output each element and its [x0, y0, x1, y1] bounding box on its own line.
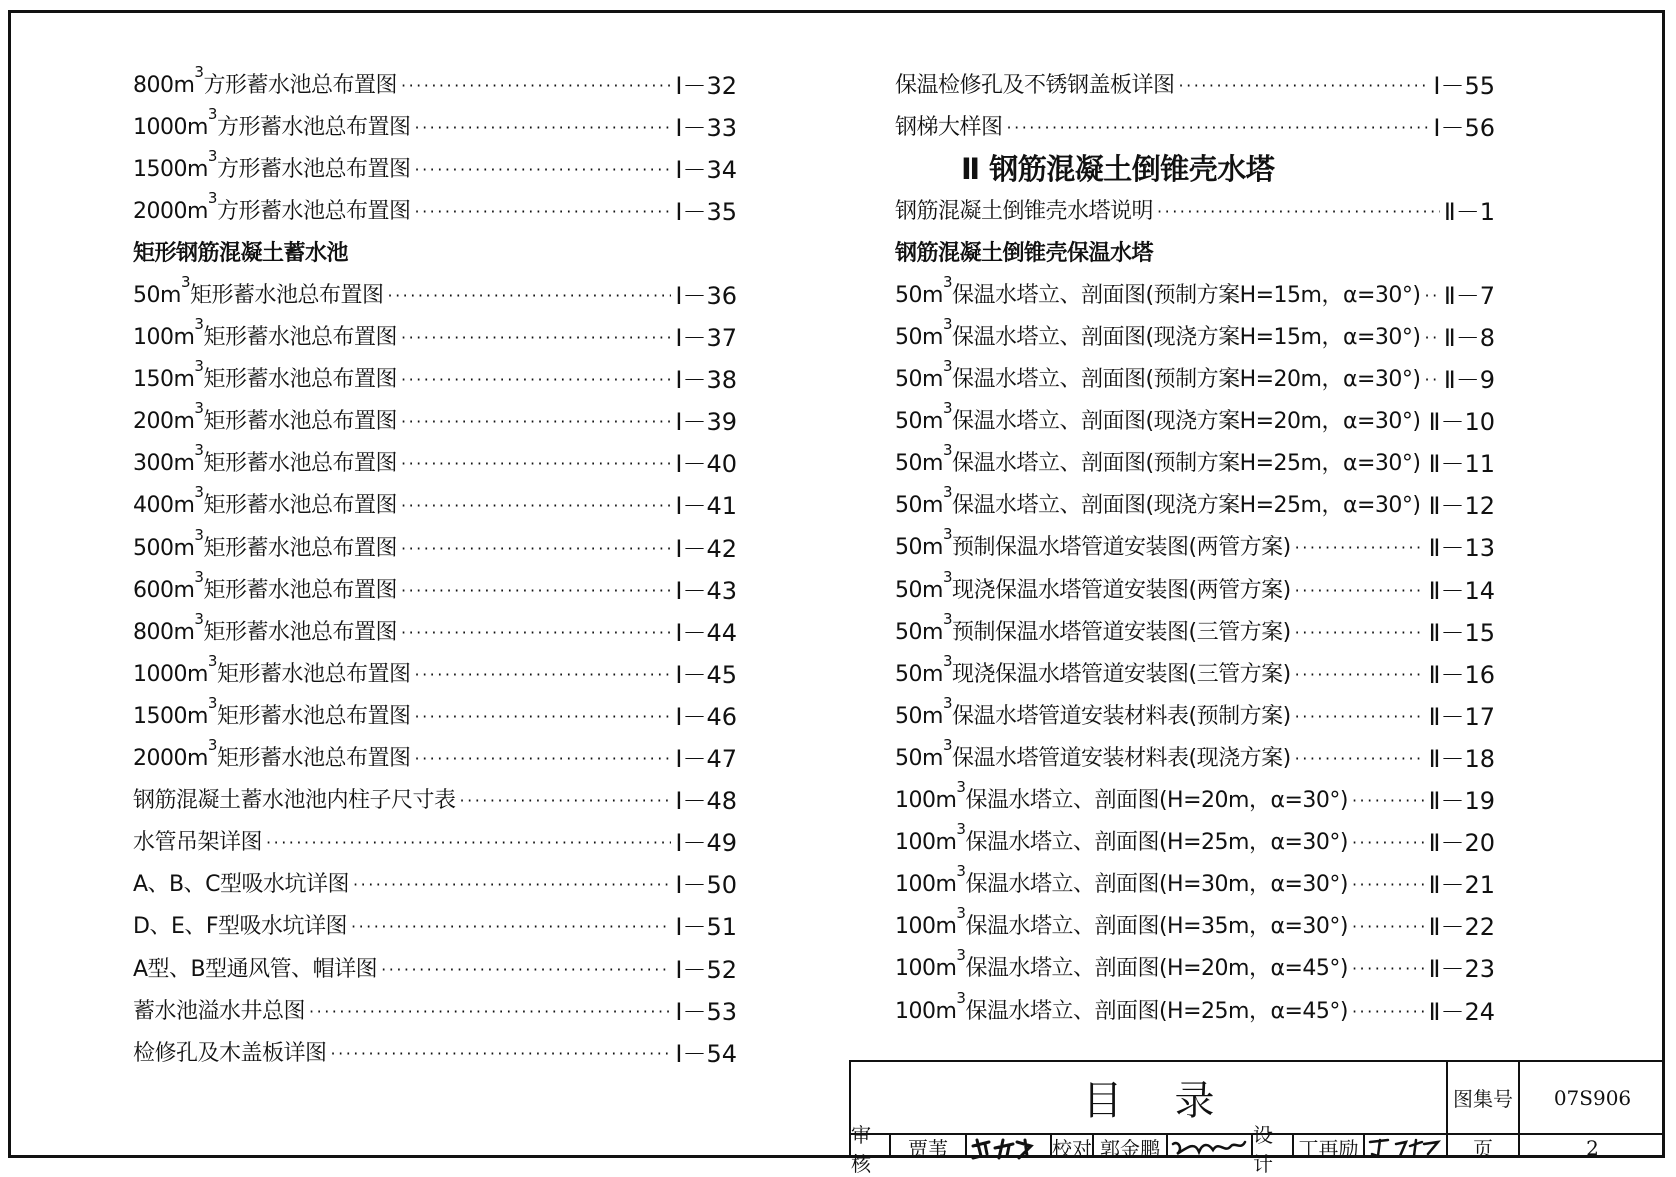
toc-entry-title: 矩形钢筋混凝土蓄水池 — [133, 236, 348, 267]
toc-left-column — [133, 62, 737, 1072]
toc-entry-title: $50m^3$保温水塔立、剖面图(现浇方案H=20m，α=30°) — [895, 404, 1420, 435]
atlas-label: 图集号 — [1448, 1062, 1518, 1133]
page-number: 2 — [1520, 1135, 1665, 1160]
toc-entry — [895, 441, 1495, 483]
toc-entry-title: $50m^3$保温水塔管道安装材料表(现浇方案) — [895, 741, 1291, 772]
toc-entry-title: $100m^3$保温水塔立、剖面图(H=25m，α=45°) — [895, 994, 1348, 1025]
toc-leader-dots — [1295, 581, 1425, 600]
designer-signature — [1366, 1136, 1444, 1160]
toc-entry-page: Ⅱ－23 — [1429, 949, 1495, 984]
toc-entry-title: $800m^3$方形蓄水池总布置图 — [133, 68, 397, 99]
toc-entry-title: $1500m^3$方形蓄水池总布置图 — [133, 152, 410, 183]
toc-leader-dots — [401, 539, 671, 558]
toc-leader-dots — [1352, 791, 1425, 810]
toc-leader-dots — [414, 749, 671, 768]
toc-entry-title: $100m^3$保温水塔立、剖面图(H=30m，α=30°) — [895, 867, 1348, 898]
toc-entry — [133, 357, 737, 399]
toc-leader-dots — [1295, 538, 1425, 557]
toc-entry — [133, 104, 737, 146]
toc-entry-title: 水管吊架详图 — [133, 825, 262, 856]
toc-entry — [895, 188, 1495, 230]
toc-entry-page: Ⅱ－12 — [1429, 486, 1495, 521]
toc-entry-page: Ⅰ－36 — [675, 276, 737, 311]
toc-entry-title: Ⅱ 钢筋混凝土倒锥壳水塔 — [961, 147, 1274, 188]
toc-entry-page: Ⅱ－8 — [1444, 318, 1495, 353]
toc-leader-dots — [353, 875, 671, 894]
toc-entry-title: $1500m^3$矩形蓄水池总布置图 — [133, 699, 410, 730]
toc-entry-title: $100m^3$保温水塔立、剖面图(H=25m，α=30°) — [895, 825, 1348, 856]
toc-entry — [133, 609, 737, 651]
title-block — [849, 1060, 1665, 1158]
toc-entry — [133, 525, 737, 567]
checker-name: 郭金鹏 — [1094, 1135, 1166, 1160]
toc-entry — [133, 441, 737, 483]
toc-leader-dots — [266, 833, 671, 852]
toc-entry-title: $50m^3$保温水塔立、剖面图(预制方案H=25m，α=30°) — [895, 446, 1420, 477]
toc-entry-page: Ⅰ－33 — [675, 108, 737, 143]
toc-leader-dots — [1352, 917, 1425, 936]
toc-entry — [133, 904, 737, 946]
check-label: 校对 — [1052, 1135, 1092, 1160]
toc-entry — [133, 315, 737, 357]
toc-entry — [133, 862, 737, 904]
toc-entry — [895, 862, 1495, 904]
chapter-title — [895, 146, 1495, 188]
toc-leader-dots — [401, 412, 671, 431]
toc-leader-dots — [1424, 328, 1439, 347]
toc-entry-title: $50m^3$保温水塔立、剖面图(现浇方案H=15m，α=30°) — [895, 320, 1420, 351]
toc-entry-title: $50m^3$现浇保温水塔管道安装图(三管方案) — [895, 657, 1291, 688]
toc-entry — [133, 62, 737, 104]
toc-leader-dots — [309, 1002, 671, 1021]
toc-entry-title: $600m^3$矩形蓄水池总布置图 — [133, 573, 397, 604]
toc-entry — [133, 736, 737, 778]
design-label: 设计 — [1253, 1135, 1292, 1160]
toc-leader-dots — [1295, 749, 1425, 768]
toc-entry-title: 钢筋混凝土倒锥壳保温水塔 — [895, 236, 1153, 267]
toc-entry — [895, 778, 1495, 820]
toc-entry — [895, 567, 1495, 609]
toc-leader-dots — [460, 791, 672, 810]
toc-entry-page: Ⅱ－9 — [1444, 360, 1495, 395]
title-block-vline — [1363, 1133, 1365, 1158]
toc-entry — [895, 820, 1495, 862]
toc-entry — [133, 146, 737, 188]
title-block-vline — [965, 1133, 967, 1158]
toc-leader-dots — [351, 917, 671, 936]
toc-entry-page: Ⅰ－34 — [675, 150, 737, 185]
toc-entry-page: Ⅰ－40 — [675, 444, 737, 479]
toc-entry — [895, 904, 1495, 946]
toc-entry — [895, 693, 1495, 735]
toc-entry-page: Ⅰ－49 — [675, 823, 737, 858]
toc-entry-page: Ⅰ－51 — [675, 907, 737, 942]
toc-entry-title: A、B、C型吸水坑详图 — [133, 867, 349, 898]
toc-entry — [895, 62, 1495, 104]
toc-entry-title: 保温检修孔及不锈钢盖板详图 — [895, 68, 1175, 99]
toc-entry-page: Ⅰ－46 — [675, 697, 737, 732]
toc-entry-title: 检修孔及木盖板详图 — [133, 1036, 327, 1067]
toc-entry-page: Ⅰ－56 — [1433, 108, 1495, 143]
toc-entry — [895, 104, 1495, 146]
toc-leader-dots — [1007, 118, 1430, 137]
toc-entry-page: Ⅰ－43 — [675, 571, 737, 606]
reviewer-name: 贾苇 — [891, 1135, 965, 1160]
toc-entry-title: D、E、F型吸水坑详图 — [133, 909, 347, 940]
toc-leader-dots — [1424, 370, 1439, 389]
toc-entry — [133, 1030, 737, 1072]
toc-leader-dots — [1295, 665, 1425, 684]
toc-leader-dots — [1352, 1002, 1425, 1021]
toc-entry-title: 钢筋混凝土蓄水池池内柱子尺寸表 — [133, 783, 456, 814]
toc-entry-page: Ⅱ－17 — [1429, 697, 1495, 732]
toc-entry — [895, 946, 1495, 988]
toc-leader-dots — [401, 370, 671, 389]
toc-entry — [133, 567, 737, 609]
toc-entry-page: Ⅰ－45 — [675, 655, 737, 690]
reviewer-signature — [969, 1136, 1047, 1160]
atlas-number: 07S906 — [1520, 1062, 1665, 1133]
toc-entry-page: Ⅰ－44 — [675, 613, 737, 648]
toc-entry — [133, 693, 737, 735]
toc-entry — [133, 399, 737, 441]
toc-entry-title: $1000m^3$方形蓄水池总布置图 — [133, 110, 410, 141]
toc-entry-page: Ⅰ－54 — [675, 1034, 737, 1069]
toc-entry — [133, 946, 737, 988]
toc-entry-page: Ⅱ－11 — [1429, 444, 1495, 479]
toc-leader-dots — [331, 1044, 672, 1063]
toc-entry — [895, 988, 1495, 1030]
toc-leader-dots — [401, 454, 671, 473]
toc-leader-dots — [381, 960, 671, 979]
toc-entry — [133, 483, 737, 525]
toc-entry-page: Ⅰ－47 — [675, 739, 737, 774]
toc-entry-title: $50m^3$保温水塔立、剖面图(预制方案H=20m，α=30°) — [895, 362, 1420, 393]
toc-leader-dots — [1352, 833, 1425, 852]
toc-entry-title: $300m^3$矩形蓄水池总布置图 — [133, 446, 397, 477]
toc-entry — [133, 651, 737, 693]
toc-entry-title: A型、B型通风管、帽详图 — [133, 952, 377, 983]
toc-entry-page: Ⅱ－14 — [1429, 571, 1495, 606]
toc-entry — [895, 357, 1495, 399]
toc-entry-title: $500m^3$矩形蓄水池总布置图 — [133, 531, 397, 562]
designer-name: 丁再励 — [1294, 1135, 1363, 1160]
page-label: 页 — [1448, 1135, 1518, 1160]
toc-entry-title: $800m^3$矩形蓄水池总布置图 — [133, 615, 397, 646]
toc-entry-title: $2000m^3$矩形蓄水池总布置图 — [133, 741, 410, 772]
toc-entry — [895, 483, 1495, 525]
toc-entry-title: $50m^3$保温水塔管道安装材料表(预制方案) — [895, 699, 1291, 730]
toc-leader-dots — [414, 665, 671, 684]
toc-entry — [133, 820, 737, 862]
toc-entry-page: Ⅰ－39 — [675, 402, 737, 437]
toc-entry-page: Ⅱ－10 — [1429, 402, 1495, 437]
toc-leader-dots — [414, 707, 671, 726]
toc-entry-page: Ⅰ－48 — [675, 781, 737, 816]
checker-signature — [1169, 1136, 1249, 1160]
toc-right-column — [895, 62, 1495, 1030]
toc-entry-title: $1000m^3$矩形蓄水池总布置图 — [133, 657, 410, 688]
toc-leader-dots — [1352, 959, 1425, 978]
toc-leader-dots — [401, 76, 671, 95]
toc-entry-title: $100m^3$矩形蓄水池总布置图 — [133, 320, 397, 351]
toc-entry-title: $100m^3$保温水塔立、剖面图(H=20m，α=30°) — [895, 783, 1348, 814]
toc-entry-page: Ⅰ－42 — [675, 529, 737, 564]
toc-entry-page: Ⅱ－24 — [1429, 992, 1495, 1027]
toc-entry — [133, 188, 737, 230]
toc-leader-dots — [401, 496, 671, 515]
toc-entry-page: Ⅰ－35 — [675, 192, 737, 227]
toc-leader-dots — [1179, 76, 1430, 95]
section-heading — [895, 230, 1495, 272]
toc-entry-page: Ⅱ－22 — [1429, 907, 1495, 942]
toc-entry-page: Ⅱ－16 — [1429, 655, 1495, 690]
toc-leader-dots — [414, 118, 671, 137]
toc-entry-title: $50m^3$现浇保温水塔管道安装图(两管方案) — [895, 573, 1291, 604]
toc-entry-title: $50m^3$保温水塔立、剖面图(现浇方案H=25m，α=30°) — [895, 488, 1420, 519]
toc-leader-dots — [388, 286, 672, 305]
toc-entry-page: Ⅱ－18 — [1429, 739, 1495, 774]
toc-entry — [895, 735, 1495, 777]
toc-entry-title: $50m^3$预制保温水塔管道安装图(三管方案) — [895, 615, 1291, 646]
toc-entry-page: Ⅱ－15 — [1429, 613, 1495, 648]
toc-entry-title: $150m^3$矩形蓄水池总布置图 — [133, 362, 397, 393]
toc-entry — [895, 609, 1495, 651]
toc-entry-page: Ⅰ－52 — [675, 950, 737, 985]
title-block-vline — [1166, 1133, 1168, 1158]
toc-leader-dots — [414, 160, 671, 179]
toc-entry — [133, 988, 737, 1030]
toc-entry-title: 蓄水池溢水井总图 — [133, 994, 305, 1025]
toc-leader-dots — [401, 581, 671, 600]
toc-leader-dots — [1157, 202, 1440, 221]
toc-entry — [895, 525, 1495, 567]
review-label: 审核 — [851, 1135, 889, 1160]
toc-leader-dots — [1424, 286, 1439, 305]
section-heading — [133, 230, 737, 272]
toc-entry — [895, 399, 1495, 441]
toc-entry — [895, 272, 1495, 314]
toc-entry-page: Ⅱ－13 — [1429, 528, 1495, 563]
toc-entry-page: Ⅱ－1 — [1444, 192, 1495, 227]
toc-leader-dots — [1352, 875, 1425, 894]
toc-entry-page: Ⅰ－41 — [675, 486, 737, 521]
toc-entry — [133, 272, 737, 314]
toc-entry-page: Ⅱ－21 — [1429, 865, 1495, 900]
toc-entry — [133, 778, 737, 820]
toc-entry-page: Ⅱ－7 — [1444, 276, 1495, 311]
toc-leader-dots — [401, 328, 671, 347]
toc-entry-page: Ⅱ－20 — [1429, 823, 1495, 858]
toc-entry-page: Ⅰ－53 — [675, 992, 737, 1027]
toc-entry-title: $2000m^3$方形蓄水池总布置图 — [133, 194, 410, 225]
toc-entry-title: $50m^3$矩形蓄水池总布置图 — [133, 278, 384, 309]
toc-leader-dots — [1295, 707, 1425, 726]
toc-entry-title: $200m^3$矩形蓄水池总布置图 — [133, 404, 397, 435]
toc-entry — [895, 314, 1495, 356]
toc-entry-page: Ⅰ－37 — [675, 318, 737, 353]
toc-entry-title: $100m^3$保温水塔立、剖面图(H=20m，α=45°) — [895, 951, 1348, 982]
toc-leader-dots — [401, 623, 671, 642]
toc-entry-title: 钢梯大样图 — [895, 110, 1003, 141]
toc-entry-title: $50m^3$预制保温水塔管道安装图(两管方案) — [895, 530, 1291, 561]
toc-entry-page: Ⅰ－50 — [675, 865, 737, 900]
toc-entry-title: $50m^3$保温水塔立、剖面图(预制方案H=15m，α=30°) — [895, 278, 1420, 309]
toc-entry-title: 钢筋混凝土倒锥壳水塔说明 — [895, 194, 1153, 225]
toc-entry-title: $100m^3$保温水塔立、剖面图(H=35m，α=30°) — [895, 909, 1348, 940]
toc-entry-page: Ⅰ－32 — [675, 66, 737, 101]
toc-entry-page: Ⅰ－55 — [1433, 66, 1495, 101]
toc-leader-dots — [414, 202, 671, 221]
toc-leader-dots — [1295, 623, 1425, 642]
toc-entry-title: $400m^3$矩形蓄水池总布置图 — [133, 488, 397, 519]
toc-entry-page: Ⅱ－19 — [1429, 781, 1495, 816]
toc-entry-page: Ⅰ－38 — [675, 360, 737, 395]
toc-entry — [895, 651, 1495, 693]
title-block-title: 目录 — [851, 1062, 1446, 1133]
